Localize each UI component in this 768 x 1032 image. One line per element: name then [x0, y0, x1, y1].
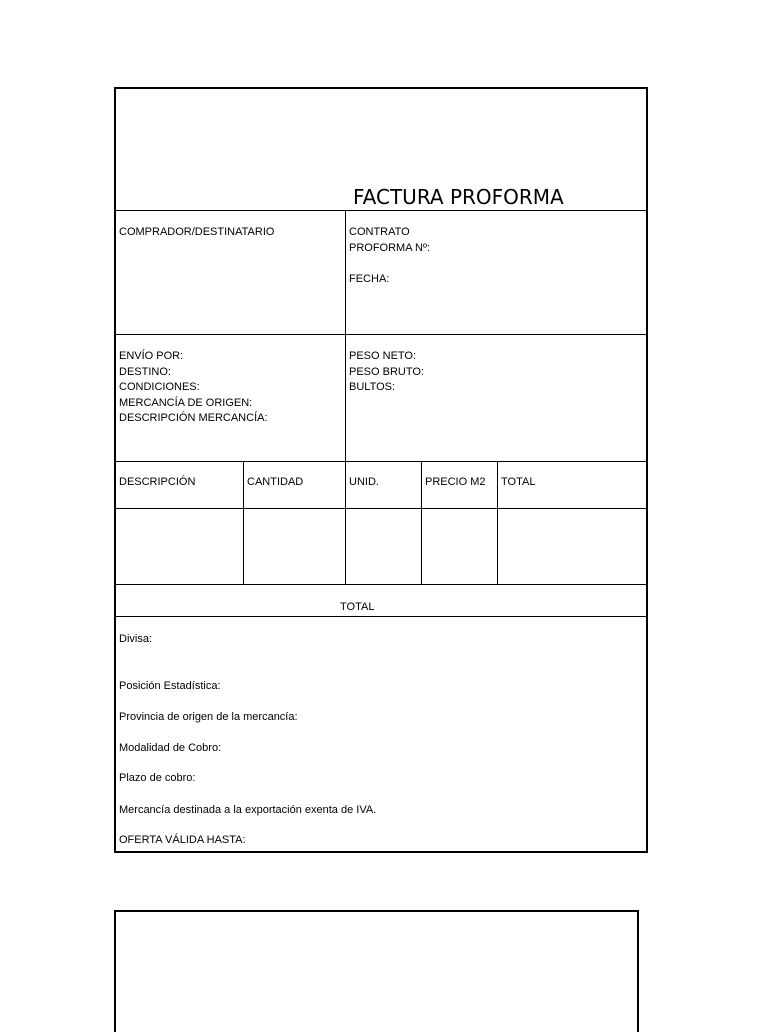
divider-info — [345, 210, 346, 461]
conditions-label: CONDICIONES: — [119, 381, 200, 393]
shipping-block — [119, 349, 268, 427]
blank-line — [349, 256, 430, 272]
column-header-unit: UNID. — [349, 476, 379, 488]
statistical-position-label: Posición Estadística: — [119, 680, 221, 692]
destination-label: DESTINO: — [119, 365, 171, 378]
column-header-total: TOTAL — [501, 476, 536, 488]
divider-col-3 — [421, 461, 422, 584]
payment-term-label: Plazo de cobro: — [119, 772, 196, 784]
vat-exemption-note: Mercancía destinada a la exportación exenta de IVA. — [119, 804, 377, 816]
total-label: TOTAL — [340, 601, 375, 613]
column-header-quantity: CANTIDAD — [247, 476, 304, 488]
rule-title — [116, 210, 646, 211]
contract-label: CONTRATO — [349, 226, 410, 238]
rule-total — [116, 616, 646, 617]
date-label: FECHA: — [349, 272, 390, 285]
contract-block — [349, 225, 430, 287]
offer-valid-until-label: OFERTA VÁLIDA HASTA: — [119, 834, 246, 846]
rule-shipping — [116, 461, 646, 462]
rule-buyer — [116, 334, 646, 335]
buyer-label: COMPRADOR/DESTINATARIO — [119, 226, 275, 238]
page-title: FACTURA PROFORMA — [353, 185, 564, 209]
proforma-number-label: PROFORMA Nº: — [349, 241, 431, 254]
net-weight-label: PESO NETO: — [349, 350, 417, 362]
column-header-description: DESCRIPCIÓN — [119, 476, 196, 488]
weights-block — [349, 349, 424, 396]
currency-label: Divisa: — [119, 633, 153, 645]
proforma-invoice-form — [114, 87, 648, 853]
rule-table-header — [116, 508, 646, 509]
divider-col-2 — [345, 461, 346, 584]
divider-col-4 — [497, 461, 498, 584]
gross-weight-label: PESO BRUTO: — [349, 365, 424, 378]
packages-label: BULTOS: — [349, 381, 396, 393]
next-page-frame — [114, 910, 639, 1032]
shipping-method-label: ENVÍO POR: — [119, 350, 184, 362]
goods-description-label: DESCRIPCIÓN MERCANCÍA: — [119, 412, 268, 424]
origin-label: MERCANCÍA DE ORIGEN: — [119, 396, 253, 409]
column-header-price: PRECIO M2 — [425, 476, 486, 488]
origin-province-label: Provincia de origen de la mercancía: — [119, 711, 298, 723]
payment-method-label: Modalidad de Cobro: — [119, 742, 222, 754]
divider-col-1 — [243, 461, 244, 584]
rule-table-body — [116, 584, 646, 585]
